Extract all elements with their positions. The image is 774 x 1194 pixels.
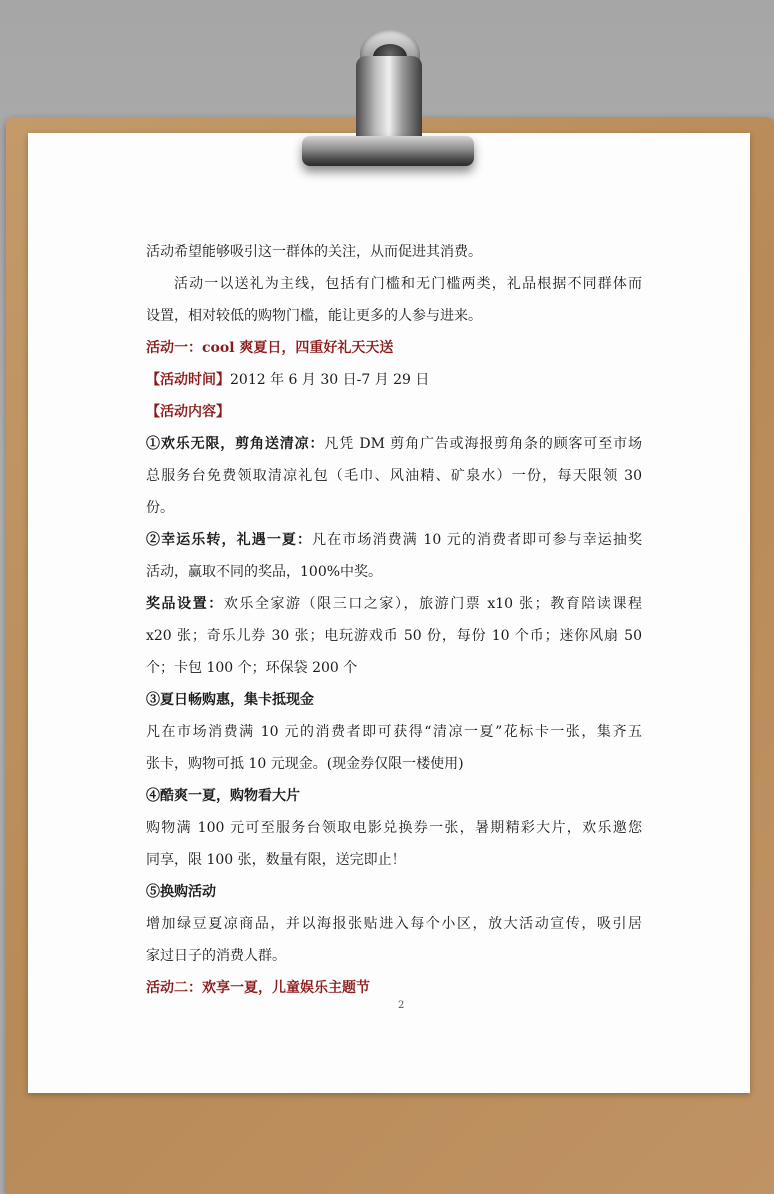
activity1-time-value: 2012 年 6 月 30 日-7 月 29 日: [230, 372, 430, 388]
item2-title: ②幸运乐转，礼遇一夏：: [146, 532, 313, 548]
activity1-time: [146, 364, 642, 396]
item1-line-2: 总服务台免费领取清凉礼包（毛巾、风油精、矿泉水）一份，每天限领 30: [146, 468, 642, 484]
clip-base: [302, 136, 474, 166]
item3-title: ③夏日畅购惠，集卡抵现金: [146, 692, 314, 708]
activity1-title: 活动一：cool 爽夏日，四重好礼天天送: [146, 340, 394, 356]
item4-title: ④酷爽一夏，购物看大片: [146, 788, 300, 804]
prizes-line-2: x20 张；奇乐儿券 30 张；电玩游戏币 50 份，每份 10 个币；迷你风扇 50: [146, 628, 642, 644]
item2-line-1: [146, 524, 642, 556]
page-number: 2: [398, 1000, 405, 1011]
prizes-text-1: 欢乐全家游（限三口之家），旅游门票 x10 张；教育陪读课程: [223, 596, 643, 612]
item3-line-1: 凡在市场消费满 10 元的消费者即可获得“清凉一夏”花标卡一张，集齐五: [146, 724, 642, 740]
activity1-time-label: 【活动时间】: [146, 372, 230, 388]
item2-line-2: 活动，赢取不同的奖品，100%中奖。: [146, 564, 383, 580]
item1-line-3: 份。: [146, 500, 174, 516]
item5-line-2: 家过日子的消费人群。: [146, 948, 286, 964]
activity2-title: 活动二：欢享一夏，儿童娱乐主题节: [146, 980, 370, 996]
item5-title: ⑤换购活动: [146, 884, 216, 900]
item1-title: ①欢乐无限，剪角送清凉：: [146, 436, 325, 452]
clip-body: [356, 56, 422, 146]
intro-line-1: 活动希望能够吸引这一群体的关注，从而促进其消费。: [146, 244, 482, 260]
item4-line-1: 购物满 100 元可至服务台领取电影兑换券一张，暑期精彩大片，欢乐邀您: [146, 820, 642, 836]
item5-line-1: 增加绿豆夏凉商品，并以海报张贴进入每个小区，放大活动宣传，吸引居: [146, 916, 642, 932]
item1-text-1: 凡凭 DM 剪角广告或海报剪角条的顾客可至市场: [324, 436, 642, 452]
intro-line-3: 设置，相对较低的购物门槛，能让更多的人参与进来。: [146, 308, 482, 324]
intro-line-2: 活动一以送礼为主线，包括有门槛和无门槛两类，礼品根据不同群体而: [174, 276, 642, 292]
prizes-label: 奖品设置：: [146, 596, 224, 612]
item3-line-2: 张卡，购物可抵 10 元现金。(现金券仅限一楼使用): [146, 756, 464, 772]
item4-line-2: 同享，限 100 张，数量有限，送完即止！: [146, 852, 406, 868]
prizes-line-3: 个；卡包 100 个；环保袋 200 个: [146, 660, 358, 676]
activity1-content-label: 【活动内容】: [146, 404, 230, 420]
item1-line-1: [146, 428, 642, 460]
item2-text-1: 凡在市场消费满 10 元的消费者即可参与幸运抽奖: [312, 532, 643, 548]
document-content: [146, 236, 642, 1004]
prizes-line-1: [146, 588, 642, 620]
